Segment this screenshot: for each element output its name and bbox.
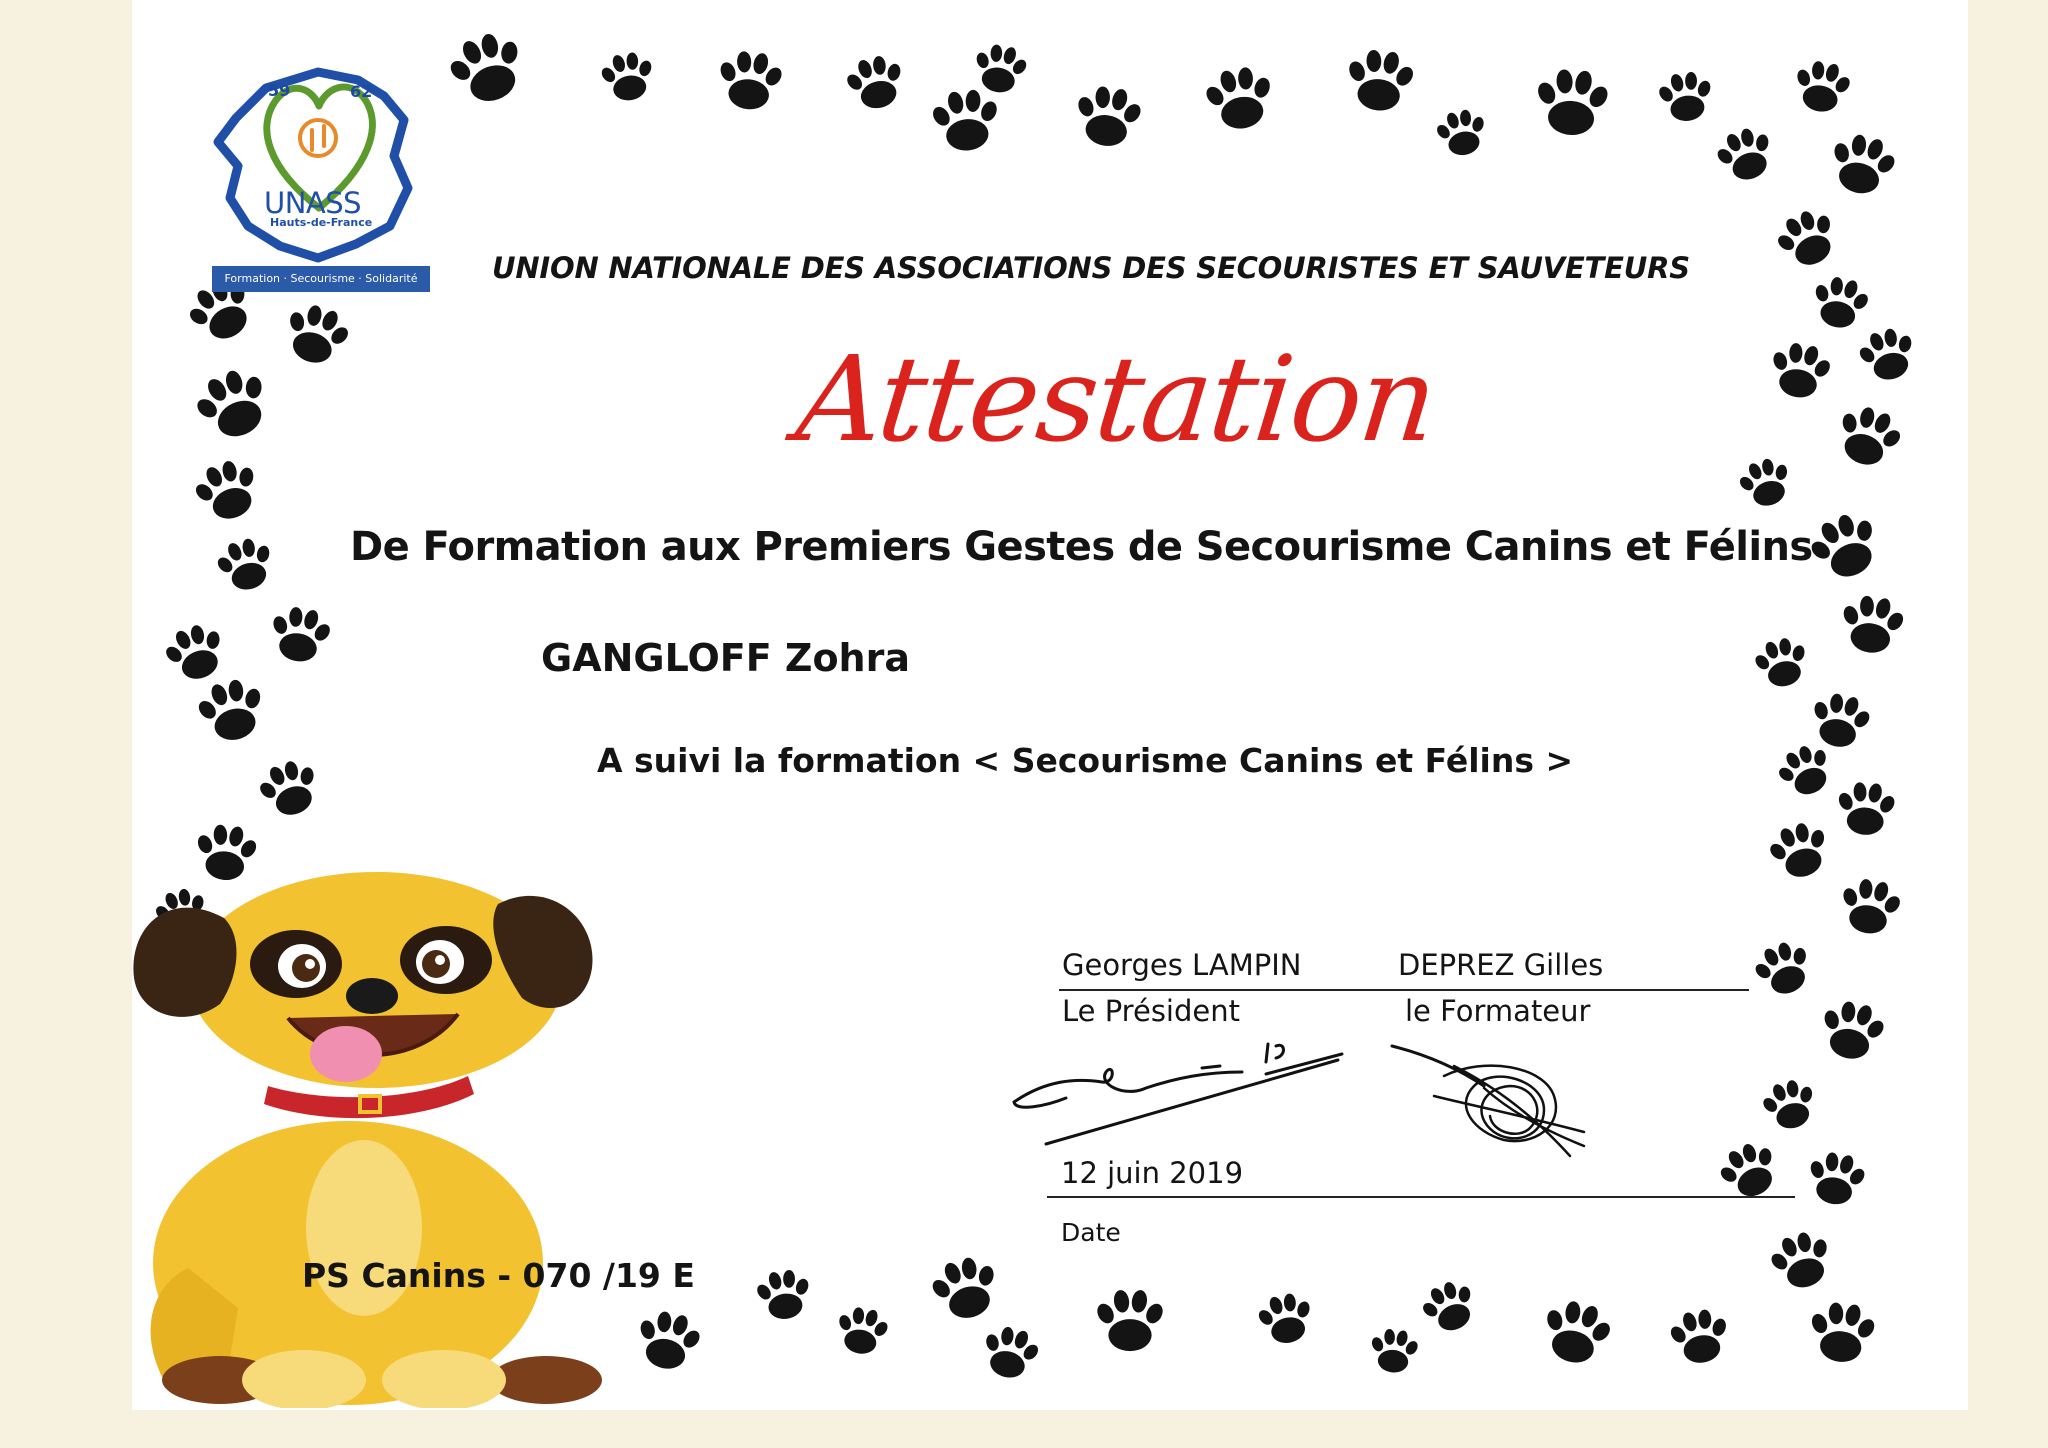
unass-logo <box>208 58 430 294</box>
paw-print-icon <box>1770 737 1840 804</box>
date-line <box>1047 1196 1795 1198</box>
paw-print-icon <box>1654 68 1717 124</box>
logo-number-62: 62 <box>350 82 373 101</box>
paw-print-icon <box>1801 504 1890 588</box>
training-statement: A suivi la formation < Secourisme Canins et Félins > <box>597 741 1574 780</box>
paw-print-icon <box>1094 1289 1166 1351</box>
paw-print-icon <box>1814 996 1890 1065</box>
logo-number-59: 59 <box>268 81 291 100</box>
paw-print-icon <box>1200 62 1280 134</box>
date-value: 12 juin 2019 <box>1061 1156 1244 1190</box>
paw-print-icon <box>1253 1289 1318 1349</box>
paw-print-icon <box>1747 934 1820 1002</box>
paw-print-icon <box>1805 1299 1880 1365</box>
organization-name: UNION NATIONALE DES ASSOCIATIONS DES SECOURISTES ET SAUVETEURS <box>492 251 1690 285</box>
paw-print-icon <box>924 1250 1007 1326</box>
paw-print-icon <box>752 1266 815 1322</box>
paw-print-icon <box>252 753 328 824</box>
paw-print-icon <box>265 602 336 666</box>
certificate-reference: PS Canins - 070 /19 E <box>302 1256 695 1295</box>
paw-print-icon <box>211 532 281 596</box>
president-name: Georges LAMPIN <box>1062 948 1302 982</box>
paw-print-icon <box>1763 1225 1839 1296</box>
paw-print-icon <box>976 1321 1045 1384</box>
president-role: Le Président <box>1062 994 1240 1028</box>
logo-region: Hauts-de-France <box>270 216 373 229</box>
paw-print-icon <box>969 40 1031 96</box>
certificate-title: Attestation <box>790 330 1442 468</box>
paw-print-icon <box>1807 272 1874 333</box>
paw-print-icon <box>186 359 281 449</box>
paw-print-icon <box>1749 633 1814 692</box>
paw-print-icon <box>440 24 534 112</box>
paw-print-icon <box>1853 322 1923 386</box>
paw-print-icon <box>276 297 356 371</box>
paw-print-icon <box>1835 874 1906 938</box>
trainer-signature <box>1384 1036 1604 1176</box>
paw-print-icon <box>1834 780 1899 837</box>
paw-print-icon <box>1710 121 1782 188</box>
paw-print-icon <box>1432 105 1492 160</box>
paw-print-icon <box>187 452 268 528</box>
paw-print-icon <box>1762 816 1836 885</box>
france-map-heart-icon <box>208 58 430 268</box>
paw-print-icon <box>1535 1294 1618 1370</box>
paw-print-icon <box>1757 1074 1823 1135</box>
paw-print-icon <box>1733 452 1798 512</box>
paw-print-icon <box>832 1303 893 1358</box>
logo-name: UNASS <box>264 186 362 220</box>
signature-line <box>1059 989 1749 991</box>
paw-print-icon <box>158 617 234 688</box>
paw-print-icon <box>630 1306 706 1375</box>
paw-print-icon <box>1828 398 1909 474</box>
paw-print-icon <box>1070 82 1146 150</box>
paw-print-icon <box>1765 338 1836 402</box>
paw-print-icon <box>191 673 272 747</box>
logo-banner: Formation · Secourisme · Solidarité <box>212 266 430 292</box>
cartoon-dog-illustration <box>128 868 608 1408</box>
paw-print-icon <box>1789 57 1855 116</box>
paw-print-icon <box>1532 66 1613 137</box>
trainer-role: le Formateur <box>1405 994 1591 1028</box>
paw-print-icon <box>1802 1148 1870 1209</box>
paw-print-icon <box>597 48 659 104</box>
paw-print-icon <box>1367 1326 1422 1375</box>
recipient-name: GANGLOFF Zohra <box>541 636 910 680</box>
certificate-subtitle: De Formation aux Premiers Gestes de Secourisme Canins et Félins <box>350 524 1813 570</box>
paw-print-icon <box>840 50 910 114</box>
date-label: Date <box>1061 1218 1121 1247</box>
paw-print-icon <box>714 48 787 113</box>
paw-print-icon <box>1415 1274 1485 1340</box>
trainer-name: DEPREZ Gilles <box>1398 948 1604 982</box>
paw-print-icon <box>1823 128 1902 201</box>
paw-print-icon <box>1768 201 1846 275</box>
paw-print-icon <box>928 86 1004 154</box>
president-signature <box>1006 1032 1346 1152</box>
paw-print-icon <box>1342 46 1418 114</box>
paw-print-icon <box>1665 1305 1734 1368</box>
paw-print-icon <box>1805 688 1876 752</box>
paw-print-icon <box>1836 592 1909 657</box>
